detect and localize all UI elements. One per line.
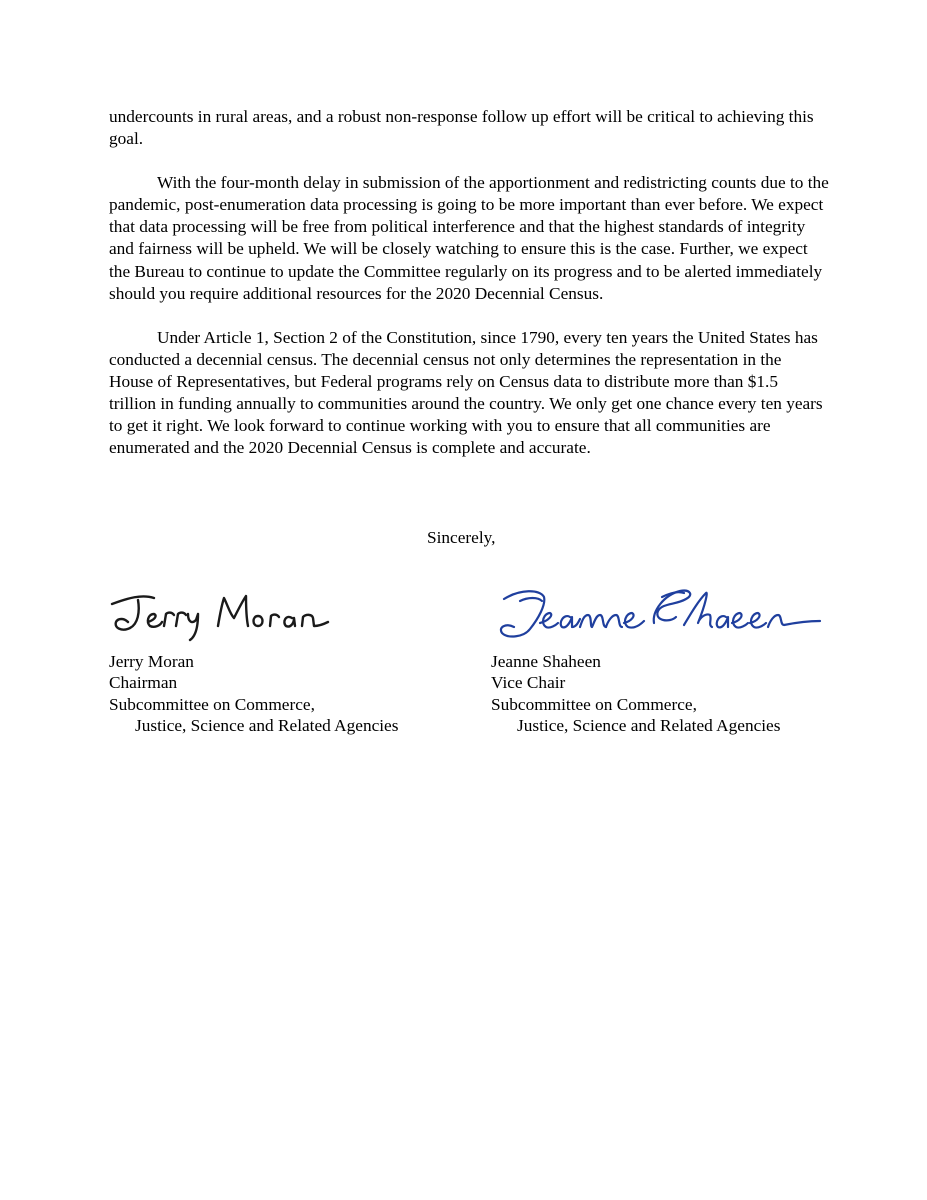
signer-committee-line1: Subcommittee on Commerce, <box>491 694 697 714</box>
signer-block-jeanne-shaheen <box>491 651 780 736</box>
signer-name: Jeanne Shaheen <box>491 652 601 671</box>
paragraph-data-processing: With the four-month delay in submission of the apportionment and redistricting counts due to the pandemic, post-enumeration data processing is going to be more important than ever before. We expect that data processing will be free from political interference and that the highest standards of integrity and fairness will be upheld. We will be closely watching to ensure this is the case. Further, we expect the Bureau to continue to update the Committee regularly on its progress and to be alerted immediately should you require additional resources for the 2020 Decennial Census. <box>109 173 829 303</box>
signer-committee-line2: Justice, Science and Related Agencies <box>517 715 781 735</box>
closing-salutation: Sincerely, <box>427 528 496 547</box>
signature-jerry-moran-graphic <box>108 584 348 644</box>
signer-committee-line2: Justice, Science and Related Agencies <box>135 715 399 735</box>
letter-body <box>109 106 829 481</box>
signer-block-jerry-moran <box>109 651 398 736</box>
signature-jeanne-shaheen-graphic <box>494 583 822 645</box>
paragraph-continued: undercounts in rural areas, and a robust non-response follow up effort will be critical to achieving this goal. <box>109 107 814 149</box>
signer-title: Chairman <box>109 673 178 693</box>
signer-title: Vice Chair <box>491 673 566 693</box>
paragraph-constitution: Under Article 1, Section 2 of the Constitution, since 1790, every ten years the United States has conducted a decennial census. The decennial census not only determines the representation in the House of Representatives, but Federal programs rely on Census data to distribute more than $1.5 trillion in funding annually to communities around the country. We only get one chance every ten years to get it right. We look forward to continue working with you to ensure that all communities are enumerated and the 2020 Decennial Census is complete and accurate. <box>109 327 823 458</box>
signer-committee-line1: Subcommittee on Commerce, <box>109 694 315 714</box>
signer-name: Jerry Moran <box>109 652 194 671</box>
signature-jeanne-shaheen <box>494 583 822 645</box>
signature-jerry-moran <box>108 584 348 644</box>
